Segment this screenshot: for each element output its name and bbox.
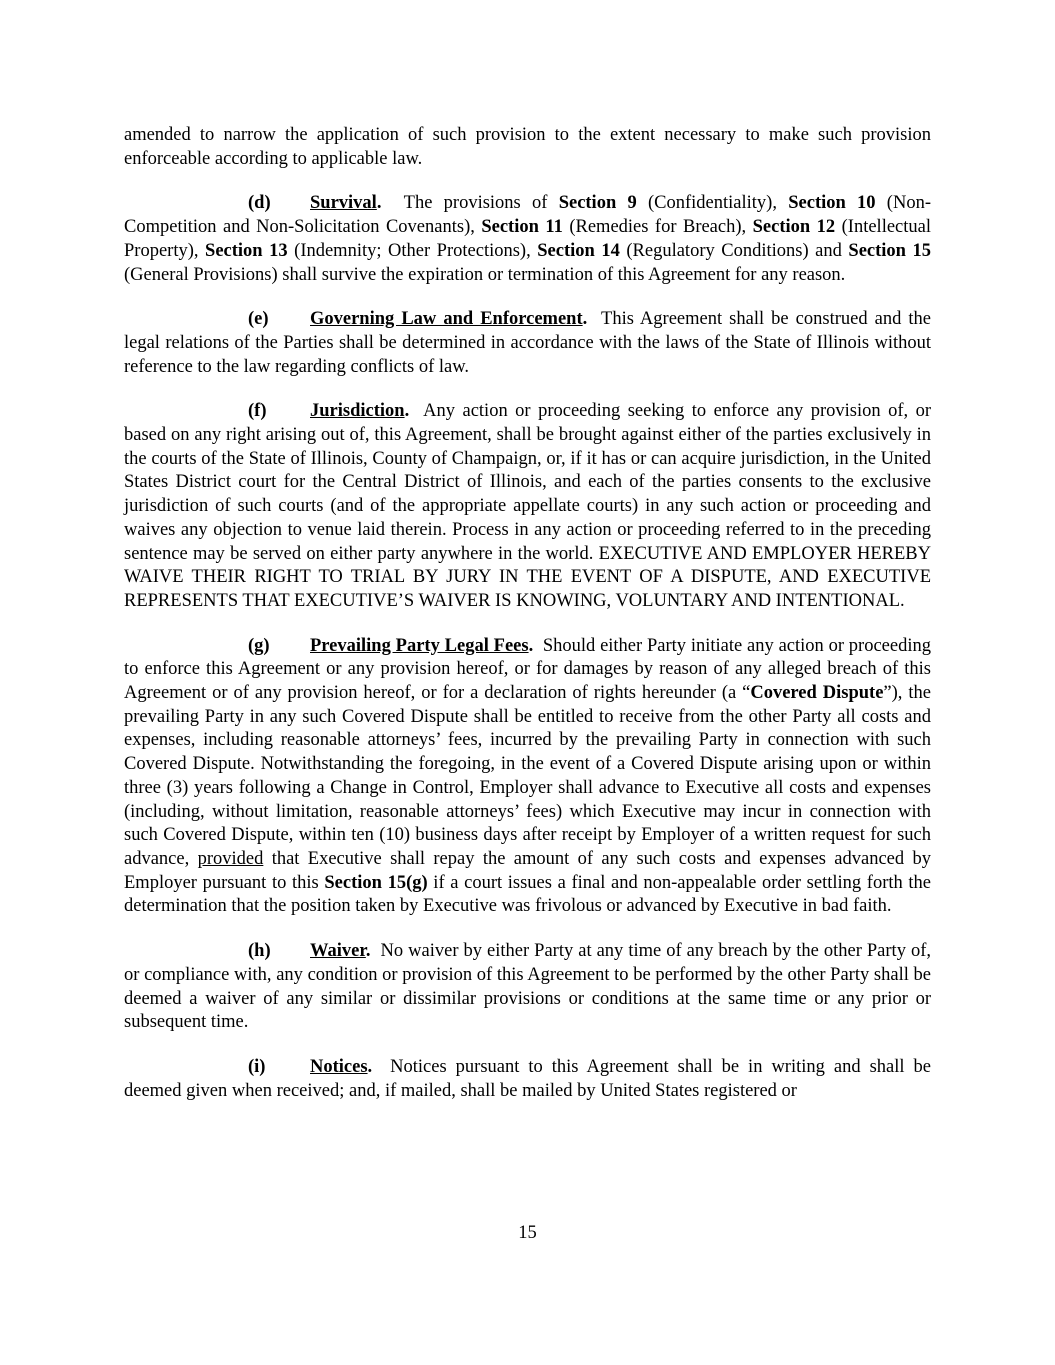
- section-h-waiver: (h) Waiver. No waiver by either Party at any time of any breach by the other Party of, or compliance with, any condition or provision of this Agreement to be performed by the other Party shall be deemed a waiver of any similar or dissimilar provisions or conditions at the same time or any prior or subsequent time.: [124, 941, 931, 1033]
- section-9-ref: Section 9: [558, 193, 637, 214]
- section-13-ref: Section 13: [205, 240, 288, 261]
- section-d-survival: (d) Survival. The provisions of Section 9 (Confidentiality), Section 10 (Non-Competition and Non-Solicitation Covenants), Section 11 (Remedies for Breach), Section 12 (Intellectual Property), Section 13 (Indemnity; Other Protections), Section 14 (Regulatory Conditions) and Section 15 (General Provisions) shall survive the expiration or termination of this Agreement for any reason.: [124, 193, 932, 285]
- section-g-text: that Executive shall repay the amount of any such costs and expenses advanced by Employer pursuant to this: [124, 848, 931, 893]
- section-d-title: Survival: [310, 193, 377, 214]
- section-h-title: Waiver: [310, 941, 366, 962]
- section-15g-ref: Section 15(g): [324, 872, 428, 893]
- section-g-label: (g): [248, 635, 270, 656]
- section-10-ref: Section 10: [788, 193, 876, 214]
- section-e-text: This Agreement shall be construed and the legal relations of the Parties shall be determined in accordance with the laws of the State of Illinois without reference to the law regarding conflicts of law.: [124, 309, 931, 377]
- section-h-label: (h): [248, 941, 271, 962]
- section-d-text: The provisions of: [403, 193, 559, 214]
- section-i-title: Notices: [310, 1056, 368, 1077]
- covered-dispute-term: Covered Dispute: [750, 683, 884, 704]
- section-d-text: (Indemnity; Other Protections),: [287, 240, 538, 261]
- section-g-legal-fees: (g) Prevailing Party Legal Fees. Should either Party initiate any action or proceeding to enforce this Agreement or any provision hereof, or for damages by reason of any alleged breach of this Agreement or of any provision hereof, or for a declaration of rights hereunder (a “Covered Dispute”), the prevailing Party in any such Covered Dispute shall be entitled to receive from the other Party all costs and expenses, including reasonable attorneys’ fees, incurred by the prevailing Party in connection with such Covered Dispute. Notwithstanding the foregoing, in the event of a Covered Dispute arising upon or within three (3) years following a Change in Control, Employer shall advance to Executive all costs and expenses (including, without limitation, reasonable attorneys’ fees) which Executive may incur in connection with such Covered Dispute, within ten (10) business days after receipt by Employer of a written request for such advance, provided that Executive shall repay the amount of any such costs and expenses advanced by Employer pursuant to this Section 15(g) if a court issues a final and non-appealable order settling forth the determination that the position taken by Executive was frivolous or advanced by Executive in bad faith.: [124, 635, 932, 917]
- section-14-ref: Section 14: [537, 240, 620, 261]
- document-body: [124, 124, 931, 1124]
- section-15-ref: Section 15: [848, 240, 932, 261]
- section-g-text: Should either Party initiate any action or proceeding to enforce this Agreement or any provision hereof, or for damages by reason of any alleged breach of this Agreement or of any provision hereof, or for a declaration of rights hereunder (a “: [124, 635, 931, 704]
- section-g-text: if a court issues a final and non-appealable order settling forth the determination that the position taken by Executive was frivolous or advanced by Executive in bad faith.: [124, 872, 932, 917]
- section-i-notices: (i) Notices. Notices pursuant to this Agreement shall be in writing and shall be deemed given when received; and, if mailed, shall be mailed by United States registered or: [124, 1056, 931, 1101]
- section-f-label: (f): [248, 401, 267, 422]
- section-11-ref: Section 11: [481, 217, 563, 238]
- section-d-text: (Remedies for Breach),: [562, 217, 753, 238]
- section-d-text: (Confidentiality),: [636, 193, 789, 214]
- section-f-jurisdiction: (f) Jurisdiction. Any action or proceeding seeking to enforce any provision of, or based on any right arising out of, this Agreement, shall be brought against either of the parties exclusively in the courts of the State of Illinois, County of Champaign, or, if it has or can acquire jurisdiction, in the United States District court for the Central District of Illinois, and each of the parties consents to the exclusive jurisdiction of such courts (and of the appropriate appellate courts) in any such action or proceeding and waives any objection to venue laid therein. Process in any action or proceeding referred to in the preceding sentence may be served on either party anywhere in the world. EXECUTIVE AND EMPLOYER HEREBY WAIVE THEIR RIGHT TO TRIAL BY JURY IN THE EVENT OF A DISPUTE, AND EXECUTIVE REPRESENTS THAT EXECUTIVE’S WAIVER IS KNOWING, VOLUNTARY AND INTENTIONAL.: [124, 401, 932, 611]
- section-12-ref: Section 12: [752, 217, 836, 238]
- section-h-text: No waiver by either Party at any time of any breach by the other Party of, or compliance with, any condition or provision of this Agreement to be performed by the other Party shall be deemed a waiver of any similar or dissimilar provisions or conditions at the same time or any prior or subsequent time.: [124, 941, 931, 1033]
- section-e-label: (e): [248, 309, 269, 330]
- section-d-text: (Intellectual Property),: [124, 217, 931, 261]
- section-f-title: Jurisdiction: [310, 401, 405, 422]
- section-e-title: Governing Law and Enforcement: [310, 309, 583, 330]
- provided-term: provided: [197, 848, 264, 869]
- section-d-text: (General Provisions) shall survive the expiration or termination of this Agreement for any reason.: [124, 264, 846, 285]
- section-e-governing-law: (e) Governing Law and Enforcement. This Agreement shall be construed and the legal relations of the Parties shall be determined in accordance with the laws of the State of Illinois without reference to the law regarding conflicts of law.: [124, 309, 931, 377]
- section-i-label: (i): [248, 1056, 266, 1077]
- section-f-text: Any action or proceeding seeking to enforce any provision of, or based on any right arising out of, this Agreement, shall be brought against either of the parties exclusively in the courts of the State of Illinois, County of Champaign, or, if it has or can acquire jurisdiction, in the United States District court for the Central District of Illinois, and each of the parties consents to the exclusive jurisdiction of such courts (and of the appropriate appellate courts) in any such action or proceeding and waives any objection to venue laid therein. Process in any action or proceeding referred to in the preceding sentence may be served on either party anywhere in the world. EXECUTIVE AND EMPLOYER HEREBY WAIVE THEIR RIGHT TO TRIAL BY JURY IN THE EVENT OF A DISPUTE, AND EXECUTIVE REPRESENTS THAT EXECUTIVE’S WAIVER IS KNOWING, VOLUNTARY AND INTENTIONAL.: [124, 401, 932, 611]
- section-g-title: Prevailing Party Legal Fees: [310, 635, 529, 656]
- section-d-text: (Regulatory Conditions) and: [619, 240, 849, 261]
- section-d-text: (Non-Competition and Non-Solicitation Covenants),: [124, 193, 931, 238]
- section-i-text: Notices pursuant to this Agreement shall be in writing and shall be deemed given when received; and, if mailed, shall be mailed by United States registered or: [124, 1056, 931, 1101]
- intro-paragraph: [124, 124, 931, 171]
- page-number: 15: [518, 1223, 537, 1243]
- section-g-text: ”), the prevailing Party in any such Covered Dispute shall be entitled to receive from the other Party all costs and expenses, including reasonable attorneys’ fees, incurred by the prevailing Party in connection with such Covered Dispute. Notwithstanding the foregoing, in the event of a Covered Dispute arising upon or within three (3) years following a Change in Control, Employer shall advance to Executive all costs and expenses (including, without limitation, reasonable attorneys’ fees) which Executive may incur in connection with such Covered Dispute, within ten (10) business days after receipt by Employer of a written request for such advance,: [124, 683, 931, 869]
- section-d-label: (d): [248, 193, 271, 214]
- intro-text: amended to narrow the application of such provision to the extent necessary to make such provision enforceable according to applicable law.: [124, 125, 931, 169]
